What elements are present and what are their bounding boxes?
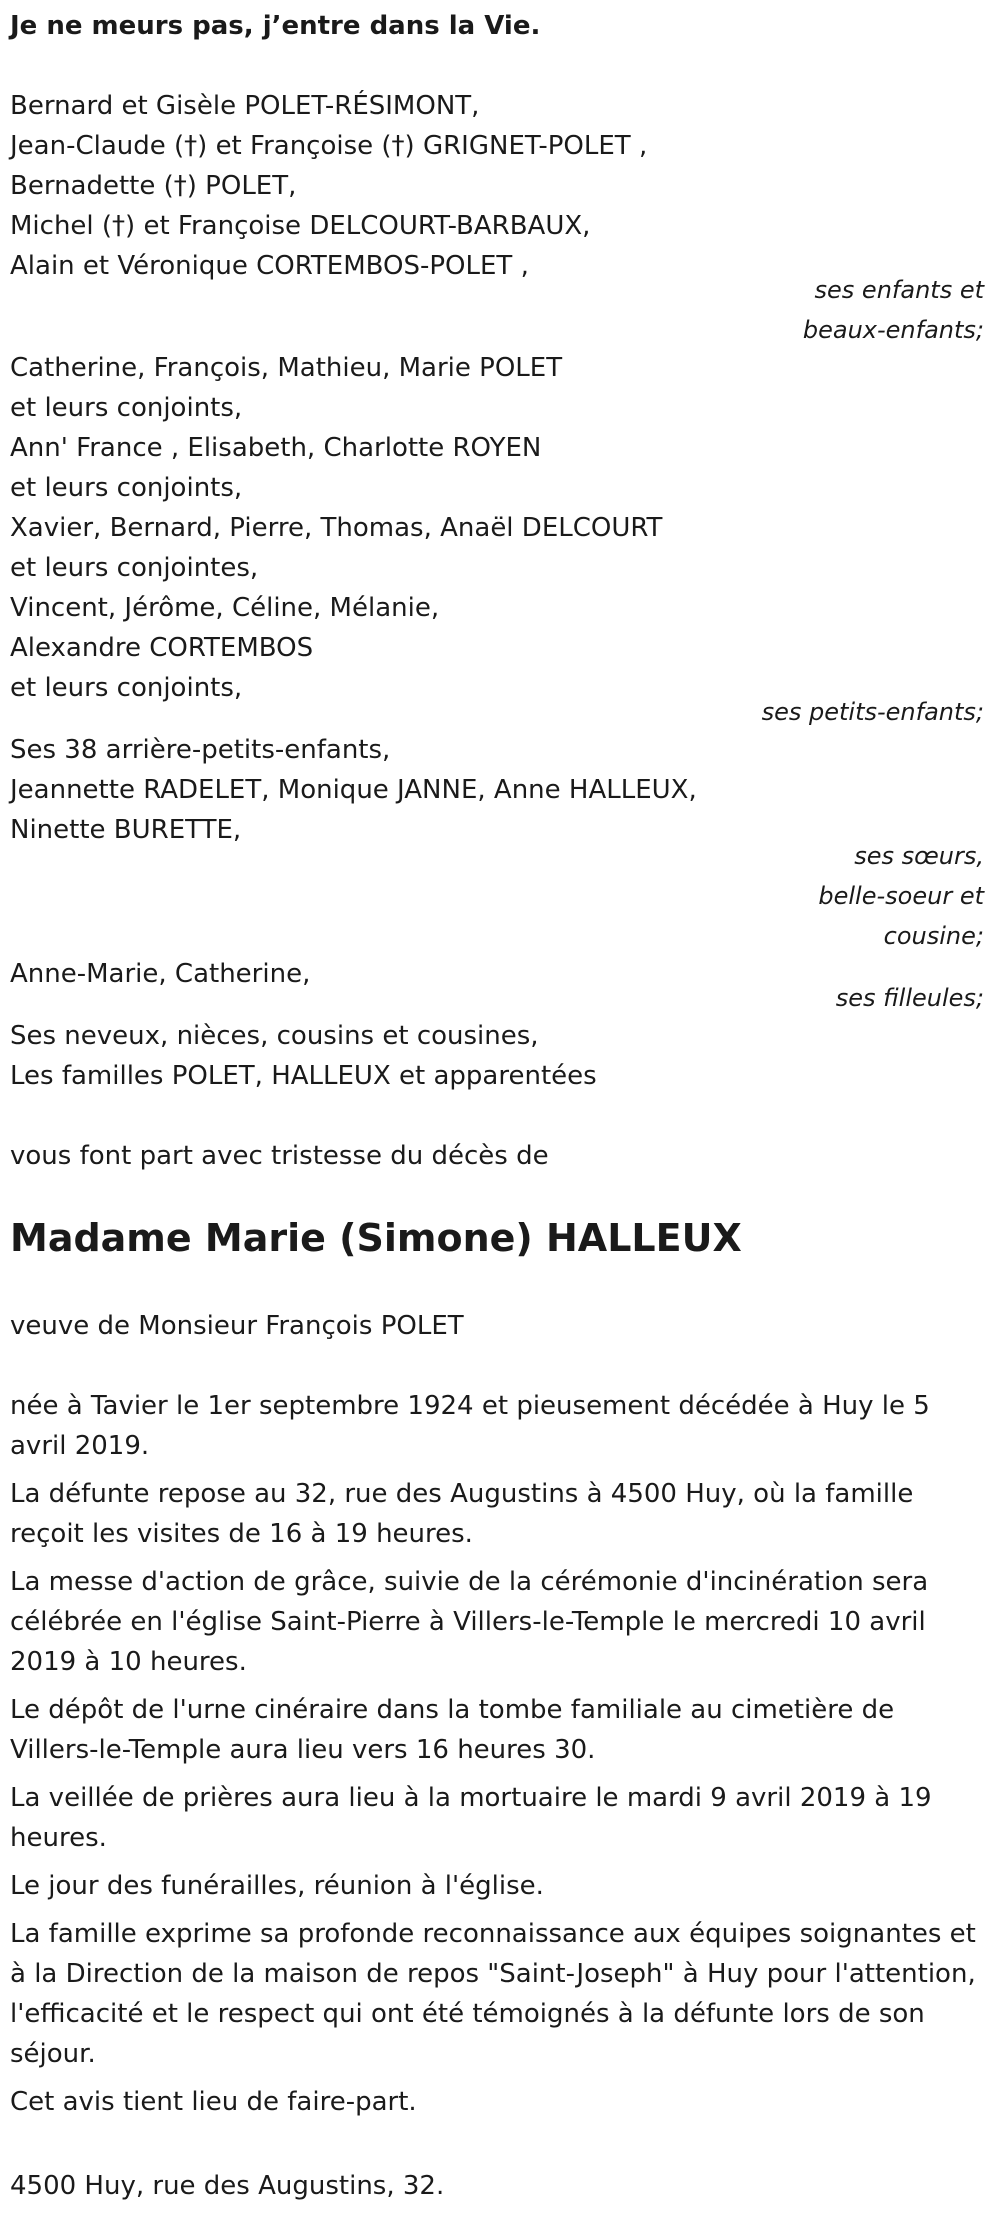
children-role: ses enfants et (814, 276, 984, 304)
detail-paragraph: La veillée de prières aura lieu à la mortuaire le mardi 9 avril 2019 à 19 heures. (10, 1783, 932, 1853)
grandchildren-line: Alexandre CORTEMBOS (10, 633, 314, 663)
grandchildren-role: ses petits-enfants; (761, 698, 984, 726)
others-line: Ses neveux, nièces, cousins et cousines, (10, 1021, 539, 1051)
goddaughters-line: Anne-Marie, Catherine, (10, 959, 311, 989)
children-line: Bernadette (†) POLET, (10, 171, 297, 201)
grandchildren-line: et leurs conjointes, (10, 553, 259, 583)
siblings-role: belle-soeur et (818, 882, 984, 910)
grandchildren-line: Vincent, Jérôme, Céline, Mélanie, (10, 593, 440, 623)
detail-paragraph: La famille exprime sa profonde reconnaissance aux équipes soignantes et à la Direction de la maison de repos "Saint-Joseph" à Huy pour l'attention, l'efficacité et le respect qui ont été témoignés à la défunte lors de son séjour. (10, 1919, 976, 2069)
others-line: Les familles POLET, HALLEUX et apparentées (10, 1061, 597, 1091)
siblings-role: ses sœurs, (854, 842, 984, 870)
announcement-text: vous font part avec tristesse du décès de (10, 1141, 549, 1171)
grandchildren-line: Xavier, Bernard, Pierre, Thomas, Anaël DELCOURT (10, 513, 663, 543)
goddaughters-role: ses filleules; (835, 984, 984, 1012)
children-line: Michel (†) et Françoise DELCOURT-BARBAUX, (10, 211, 591, 241)
children-role: beaux-enfants; (802, 316, 984, 344)
siblings-line: Jeannette RADELET, Monique JANNE, Anne HALLEUX, (10, 775, 697, 805)
detail-paragraph: née à Tavier le 1er septembre 1924 et pieusement décédée à Huy le 5 avril 2019. (10, 1391, 930, 1461)
children-line: Bernard et Gisèle POLET-RÉSIMONT, (10, 91, 480, 121)
detail-paragraph: La messe d'action de grâce, suivie de la cérémonie d'incinération sera célébrée en l'église Saint-Pierre à Villers-le-Temple le mercredi 10 avril 2019 à 10 heures. (10, 1567, 929, 1677)
grandchildren-line: et leurs conjoints, (10, 473, 243, 503)
header-quote: Je ne meurs pas, j’entre dans la Vie. (10, 11, 541, 41)
detail-paragraph: La défunte repose au 32, rue des Augustins à 4500 Huy, où la famille reçoit les visites de 16 à 19 heures. (10, 1479, 914, 1549)
grandchildren-line: Catherine, François, Mathieu, Marie POLET (10, 353, 563, 383)
children-line: Alain et Véronique CORTEMBOS-POLET , (10, 251, 529, 281)
address-line: 4500 Huy, rue des Augustins, 32. (10, 2171, 445, 2201)
siblings-role: cousine; (883, 922, 984, 950)
children-line: Jean-Claude (†) et Françoise (†) GRIGNET-POLET , (10, 131, 648, 161)
siblings-line: Ses 38 arrière-petits-enfants, (10, 735, 391, 765)
detail-paragraph: Cet avis tient lieu de faire-part. (10, 2087, 417, 2117)
grandchildren-line: Ann' France , Elisabeth, Charlotte ROYEN (10, 433, 542, 463)
deceased-name: Madame Marie (Simone) HALLEUX (10, 1216, 742, 1260)
deceased-spouse: veuve de Monsieur François POLET (10, 1311, 464, 1341)
detail-paragraph: Le dépôt de l'urne cinéraire dans la tombe familiale au cimetière de Villers-le-Temple aura lieu vers 16 heures 30. (10, 1695, 895, 1765)
siblings-line: Ninette BURETTE, (10, 815, 242, 845)
detail-paragraph: Le jour des funérailles, réunion à l'église. (10, 1871, 544, 1901)
grandchildren-line: et leurs conjoints, (10, 393, 243, 423)
grandchildren-line: et leurs conjoints, (10, 673, 243, 703)
